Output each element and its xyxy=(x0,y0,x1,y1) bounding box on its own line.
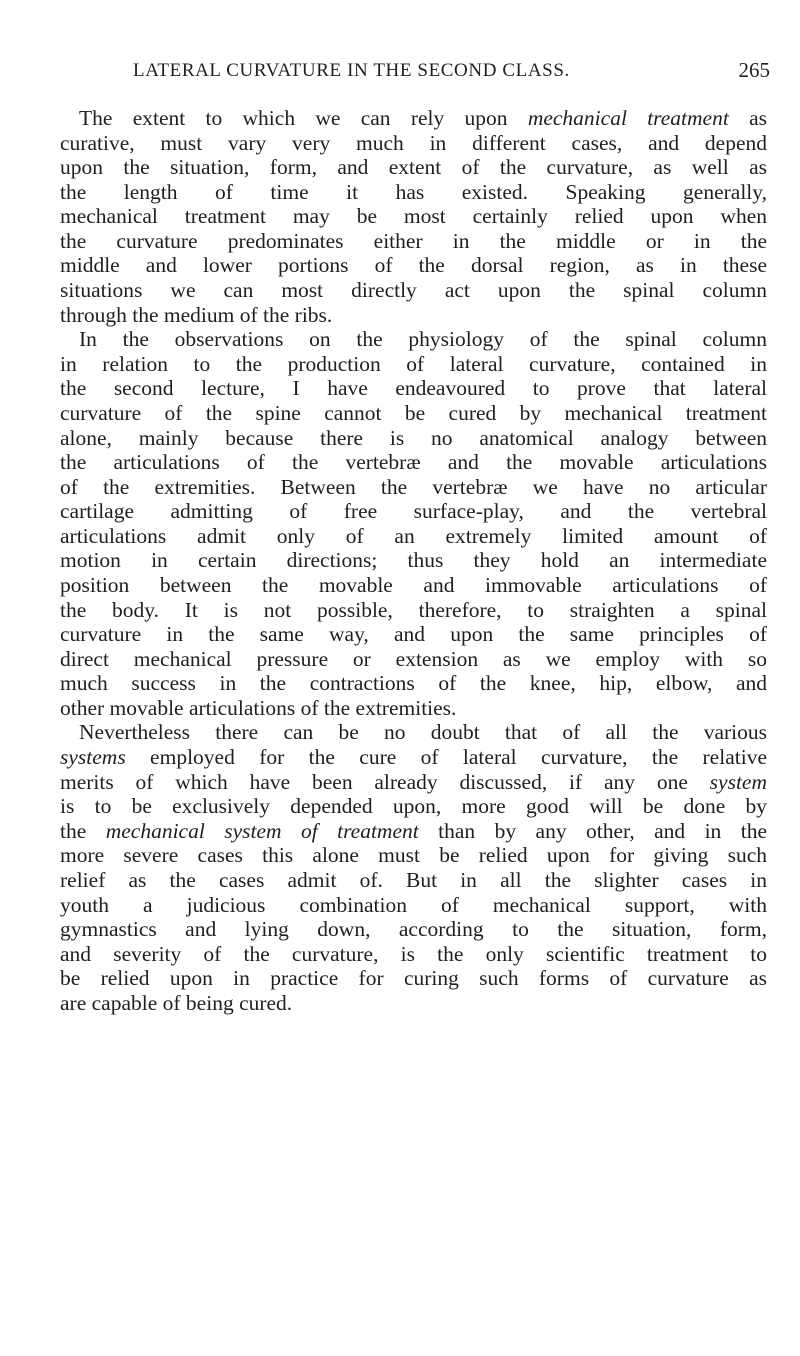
text-line xyxy=(60,524,767,549)
text-line xyxy=(60,376,767,401)
text-segment: through the medium of the ribs. xyxy=(60,302,333,327)
text-line xyxy=(60,966,767,991)
text-line xyxy=(60,843,767,868)
text-segment: situations we can most directly act upon the spinal column xyxy=(60,278,767,303)
text-line xyxy=(60,745,767,770)
text-segment: upon the situation, form, and extent of the curvature, as well as xyxy=(60,155,767,180)
text-line xyxy=(60,106,767,131)
text-segment: other movable articulations of the extremities. xyxy=(60,695,457,720)
text-line xyxy=(60,671,767,696)
text-line xyxy=(60,868,767,893)
page-number: 265 xyxy=(738,58,770,82)
text-segment: mechanical treatment may be most certainly relied upon when xyxy=(60,204,767,229)
text-segment: and severity of the curvature, is the only scientific treatment to xyxy=(60,941,767,966)
text-line xyxy=(60,204,767,229)
body-text xyxy=(60,106,767,1015)
text-line xyxy=(60,622,767,647)
text-line xyxy=(60,278,767,303)
text-line xyxy=(60,229,767,254)
text-segment: be relied upon in practice for curing such forms of curvature as xyxy=(60,966,767,991)
text-segment: the length of time it has existed. Speaking generally, xyxy=(60,179,767,204)
running-head xyxy=(133,60,770,90)
text-segment: the xyxy=(60,818,106,843)
text-segment: direct mechanical pressure or extension as we employ with so xyxy=(60,646,767,671)
text-line xyxy=(60,499,767,524)
text-segment: gymnastics and lying down, according to the situation, form, xyxy=(60,917,767,942)
text-line xyxy=(60,253,767,278)
text-segment: Nevertheless there can be no doubt that of all the various xyxy=(79,720,767,745)
italic-text: mechanical treatment xyxy=(527,106,729,130)
text-line xyxy=(60,770,767,795)
text-line xyxy=(60,696,767,721)
text-line xyxy=(60,352,767,377)
text-segment: the curvature predominates either in the middle or in the xyxy=(60,228,767,253)
text-segment: position between the movable and immovable articulations of xyxy=(60,572,767,597)
text-line xyxy=(60,720,767,745)
text-segment: The extent to which we can rely upon xyxy=(79,106,528,130)
text-segment: motion in certain directions; thus they hold an intermediate xyxy=(60,548,767,573)
italic-text: mechanical system of treatment xyxy=(105,818,419,843)
text-line xyxy=(60,155,767,180)
text-segment: curvature in the same way, and upon the same principles of xyxy=(60,622,767,647)
text-line xyxy=(60,573,767,598)
paragraph xyxy=(60,327,767,720)
text-segment: alone, mainly because there is no anatomical analogy between xyxy=(60,425,767,450)
text-line xyxy=(60,548,767,573)
italic-text: systems xyxy=(60,745,126,770)
text-line xyxy=(60,598,767,623)
text-segment: the articulations of the vertebræ and the movable articulations xyxy=(60,450,767,475)
text-segment: are capable of being cured. xyxy=(60,990,293,1015)
text-segment: merits of which have been already discussed, if any one xyxy=(60,769,710,794)
text-line xyxy=(60,401,767,426)
text-line xyxy=(60,942,767,967)
text-segment: middle and lower portions of the dorsal region, as in these xyxy=(60,253,767,278)
text-segment: curvature of the spine cannot be cured by mechanical treatment xyxy=(60,400,767,425)
text-line xyxy=(60,794,767,819)
text-segment: much success in the contractions of the knee, hip, elbow, and xyxy=(60,671,767,696)
text-line xyxy=(60,131,767,156)
text-line xyxy=(60,819,767,844)
text-line xyxy=(60,475,767,500)
text-line xyxy=(60,303,767,328)
text-line xyxy=(60,647,767,672)
text-segment: is to be exclusively depended upon, more good will be done by xyxy=(60,794,767,819)
text-segment: cartilage admitting of free surface-play, and the vertebral xyxy=(60,499,767,524)
paragraph xyxy=(60,720,767,1015)
text-segment: in relation to the production of lateral curvature, contained in xyxy=(60,351,767,376)
text-segment: more severe cases this alone must be relied upon for giving such xyxy=(60,843,767,868)
text-segment: employed for the cure of lateral curvature, the relative xyxy=(125,745,767,770)
text-line xyxy=(60,180,767,205)
text-segment: In the observations on the physiology of the spinal column xyxy=(79,327,767,352)
text-line xyxy=(60,426,767,451)
text-segment: relief as the cases admit of. But in all the slighter cases in xyxy=(60,867,767,892)
text-segment: curative, must vary very much in different cases, and depend xyxy=(60,130,767,155)
text-segment: as xyxy=(728,106,767,130)
text-line xyxy=(60,917,767,942)
text-line xyxy=(60,450,767,475)
text-segment: the body. It is not possible, therefore, to straighten a spinal xyxy=(60,597,767,622)
text-line xyxy=(60,893,767,918)
text-line xyxy=(60,327,767,352)
paragraph xyxy=(60,106,767,327)
text-segment: the second lecture, I have endeavoured to prove that lateral xyxy=(60,376,767,401)
text-segment: youth a judicious combination of mechanical support, with xyxy=(60,892,767,917)
italic-text: system xyxy=(709,769,767,794)
text-segment: than by any other, and in the xyxy=(418,818,767,843)
text-segment: articulations admit only of an extremely limited amount of xyxy=(60,523,767,548)
text-segment: of the extremities. Between the vertebræ we have no articular xyxy=(60,474,767,499)
text-line xyxy=(60,991,767,1016)
running-title: LATERAL CURVATURE IN THE SECOND CLASS. xyxy=(133,60,570,81)
